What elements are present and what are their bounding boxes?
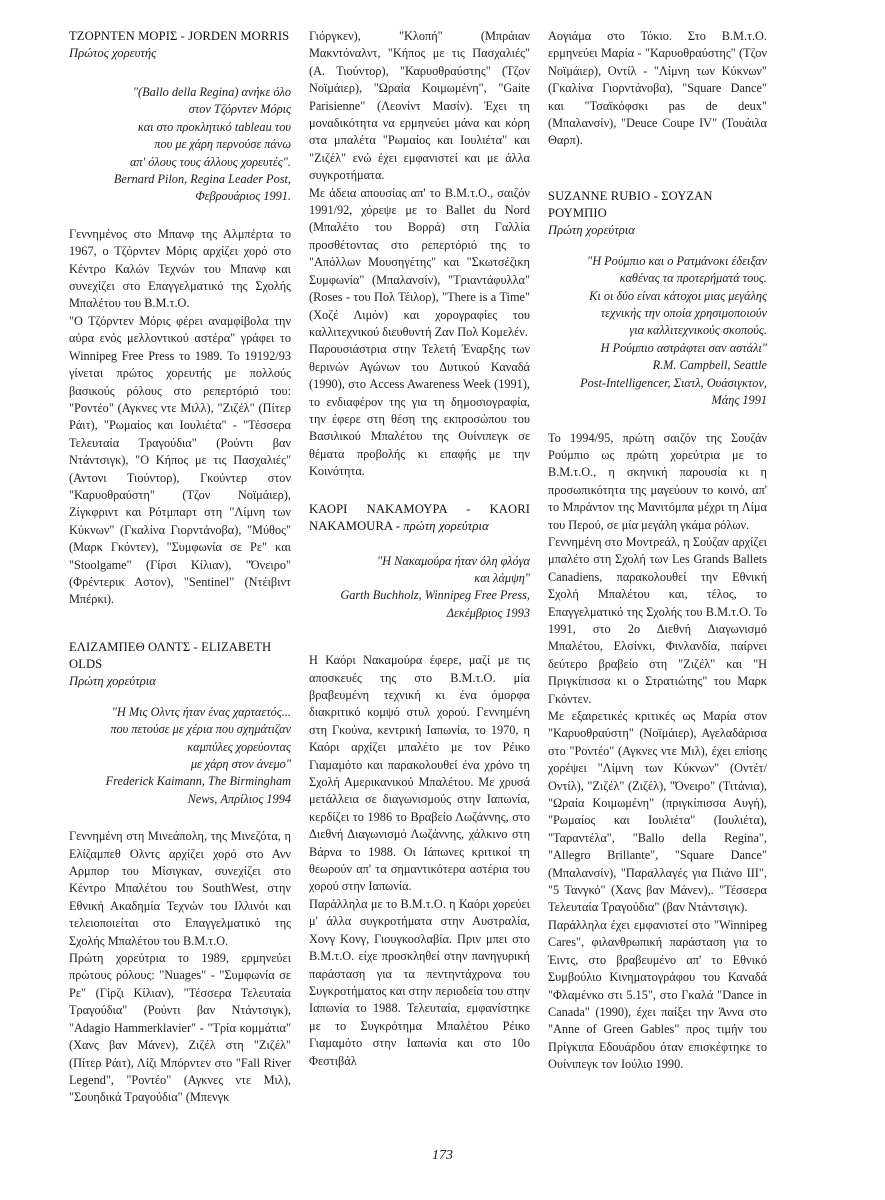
- quote-date: Φεβρουάριος 1991.: [195, 189, 291, 204]
- biography: [548, 28, 767, 150]
- dancer-role: Πρώτη χορεύτρια: [548, 222, 635, 237]
- biography: [69, 226, 291, 609]
- dancer-heading: ΕΛΙΖΑΜΠΕΘ ΟΛΝΤΣ - ELIZABETH OLDS: [69, 639, 272, 671]
- paragraph: Παρουσιάστρια στην Τελετή Έναρξης των θερινών Αγώνων του Δυτικού Καναδά (1990), στο Access Awareness Week (1991), το ενδιαφέρον της για τη δημοσιογραφία, την έφερε στη θέση της εκπροσώπου του Βασιλικού Μπαλέτου της Ουίνιπεγκ σε θέματα προβολής κι επαφής με την Κοινότητα.: [309, 342, 530, 479]
- quote-line: "(Ballo della Regina) ανήκε όλο: [132, 85, 291, 99]
- biography: [309, 652, 530, 1070]
- review-quote: [69, 84, 291, 206]
- paragraph: Γεννημένος στο Μπανφ της Αλμπέρτα το 1967, ο Τζόρντεν Μόρις αρχίζει χορό στο Κέντρο Καλών Τεχνών του Μπανφ και συνεχίζει στο Επαγγελματικό της Σχολής Μπαλέτου του Β.Μ.τ.Ο.: [69, 226, 291, 311]
- quote-source: R.M. Campbell, Seattle: [652, 358, 767, 373]
- quote-line: και στο προκλητικό tableau του: [137, 119, 291, 134]
- quote-line: στον Τζόρντεν Μόρις: [188, 102, 291, 117]
- quote-line: που με χάρη περνούσε πάνω: [154, 137, 291, 152]
- section-kaori-nakamoura: [309, 501, 530, 1070]
- paragraph: Με εξαιρετικές κριτικές ως Μαρία στον "Καρυοθραύστη" (Νοϊμάιερ), Αγελαδάρισα στο "Ροντέο" (Αγκνες ντε Μιλ), έχει επίσης χορέψει "Λίμνη των Κύκνων" (Οντέτ/Οντίλ), "Ζιζέλ" (Ζιζέλ), "Όνειρο" (Τιτάνια), "Ωραία Κοιμωμένη" (πριγκίπισσα Αυγή), "Ρωμαίος και Ιουλιέτα" (Ιουλιέτα), "Ταραντέλα", "Ballo della Regina", "Allegro Brillante", "Square Dance" (Μπαλανσίν), "Παραλλαγές για Πιάνο ΙΙΙ", "5 Τανγκό" (Χανς βαν Μάνεν),. "Τέσσερα Τελευταία Τραγούδια" (βαν Ντάντσιγκ).: [548, 709, 767, 915]
- quote-line: Η Ρούμπιο αστράφτει σαν αστάλι": [600, 340, 767, 355]
- paragraph: Η Καόρι Νακαμούρα έφερε, μαζί με τις αποσκευές της στο Β.Μ.τ.Ο. μία βραβευμένη τεχνική κι ένα όμορφα διακριτικό κομψό στυλ χορού. Γεννημένη στη Γκούνα, κεντρική Ιαπωνία, το 1970, η Καόρι αρχίζει μπαλέτο με τον Ρέικο Γιαμαμότο και παρακολουθεί ένα χρόνο τη Σχολή Αμερικανικού Μπαλέτου. Με χρυσά μετάλλεια σε διαγωνισμούς στην Ιαπωνία, κερδίζει το 1986 το Βραβείο Λωζάννης, στο Διεθνή Διαγωνισμό Λωζάννης, χάλκινο στη Βάρνα το 1988. Οι Ιάπωνες κριτικοί τη θεωρούν απ' τα σημαντικότερα αστέρια του χορού στην Ιαπωνία.: [309, 653, 530, 894]
- paragraph: Παράλληλα με το Β.Μ.τ.Ο. η Καόρι χορεύει μ' άλλα συγκροτήματα στην Αυστραλία, Χονγ Κονγ, Γιουγκοσλαβία. Πριν μπει στο Β.Μ.τ.Ο. είχε προσκληθεί στην πανηγυρική παράσταση για τα πεντηντάχρονα του Συγκροτήματος και στην περιοδεία του στην Ιαπωνία το 1988. Τελευταία, εμφανίστηκε με το Συγκρότημα Μπαλέτου Ρέικο Γιαμαμότο στην Ιαπωνία και στο 10ο Φεστιβάλ: [309, 896, 530, 1068]
- paragraph: "Ο Τζόρντεν Μόρις φέρει αναμφίβολα την αύρα ενός μελλοντικού αστέρα" γράφει το Winnipeg Free Press το 1989. Το 19192/93 γίνεται πρώτος χορευτής με πολλούς βασικούς ρόλους στο ρεπερτόριό του: "Ροντέο" (Αγκνες ντε Μιλλ), "Ζιζέλ" (Πίτερ Ράιτ), "Ρωμαίος και Ιουλιέτα" - "Τέσσερα Τελευταία Τραγούδια" (Ρούντι βαν Ντάντσιγκ), "Ο Κήπος με τις Πασχαλιές" (Αντονι Τιούντορ), Γκούντερ στον "Καρυοθραύστη" (Τζον Νοϊμάιερ), Ζίγκφριντ και Ρότμπαρτ στη "Λίμνη των Κύκνων" (Γκαλίνα Γιορντάνοβα), "Μύθος" (Μαρκ Γκόντεν), "Συμφωνία σε Ρε" και "Stoolgame" (Γίρσι Κίλιαν), "Όνειρο" (Φρέντερικ Αστον), "Sentinel" (Ντέιβιντ Μπέρκι).: [69, 313, 291, 607]
- dancer-role: - πρώτη χορεύτρια: [395, 518, 489, 533]
- section-suzanne-rubio: [548, 188, 767, 1074]
- quote-line: απ' όλους τους άλλους χορευτές".: [129, 154, 291, 169]
- paragraph: Αογιάμα στο Τόκιο. Στο Β.Μ.τ.Ο. ερμηνεύει Μαρία - "Καρυοθραύστης" (Τζον Νοϊμάιερ), Οντίλ - "Λίμνη των Κύκνων" (Γκαλίνα Γιορντάνοβα), "Square Dance" και "Τσαϊκόφσκι pas de deux" (Μπαλανσίν), "Deuce Coupe IV" (Τουάιλα Θαρπ).: [548, 29, 767, 148]
- dancer-role: Πρώτη χορεύτρια: [69, 673, 156, 688]
- quote-date: Μάης 1991: [711, 393, 767, 408]
- quote-line: τεχνικής την οποία χρησιμοποιούν: [600, 306, 767, 321]
- column-3: [548, 28, 767, 1074]
- dancer-role: Πρώτος χορευτής: [69, 46, 157, 60]
- section-kaori-nakamoura-continued: [548, 28, 767, 150]
- section-jorden-morris: [69, 28, 291, 609]
- paragraph: Το 1994/95, πρώτη σαιζόν της Σουζάν Ρούμπιο ως πρώτη χορεύτρια με το Β.Μ.τ.Ο., η σκηνική παρουσία κι η προσωπικότητα της μαγεύουν το κοινό, απ' το Μπράντον της Μανιτόμπα μέχρι τη Λίμα του Περού, σε μία μεγάλη γκάμα ρόλων.: [548, 430, 767, 532]
- quote-line: για καλλιτεχνικούς σκοπούς.: [629, 323, 767, 338]
- quote-date: News, Απρίλιος 1994: [187, 791, 291, 806]
- quote-source: Post-Intelligencer, Σιατλ, Ουάσιγκτον,: [580, 375, 767, 390]
- quote-line: καθένας τα προτερήματά τους.: [619, 271, 767, 286]
- quote-line: "Η Μις Ολντς ήταν ένας χαρταετός...: [111, 704, 291, 719]
- dancer-heading: SUZANNE RUBIO - ΣΟΥΖΑΝ ΡΟΥΜΠΙΟ: [548, 188, 713, 220]
- section-elizabeth-olds: [69, 639, 291, 1107]
- quote-line: "Η Νακαμούρα ήταν όλη φλόγα: [377, 553, 530, 568]
- quote-source: Frederick Kaimann, The Birmingham: [105, 774, 291, 789]
- quote-line: που πετούσε με χέρια που σχημάτιζαν: [110, 722, 291, 737]
- quote-source: Bernard Pilon, Regina Leader Post,: [113, 172, 291, 187]
- paragraph: Πρώτη χορεύτρια το 1989, ερμηνεύει πρώτους ρόλους: "Nuages" - "Συμφωνία σε Ρε" (Γίρζι Κίλιαν), "Τέσσερα Τελευταία Τραγούδια" (Ρούντι βαν Ντάντσιγκ), "Adagio Hammerklavier" - "Τρία κομμάτια" (Χανς βαν Μάνεν), Ζιζέλ στη "Ζιζέλ" (Πίτερ Ράιτ), Λίζι Μπόρντεν στο "Fall River Legend", "Ροντέο" (Αγκνες ντε Μιλ), "Σουηδικά Τραγούδια" (Μπενγκ: [69, 951, 291, 1105]
- column-1: [69, 28, 291, 1107]
- quote-source: Garth Buchholz, Winnipeg Free Press,: [340, 588, 530, 603]
- paragraph: Γιόργκεν), "Κλοπή" (Μπράιαν Μακντόναλντ, "Κήπος με τις Πασχαλιές" (Α. Τιούντορ), "Καρυοθραύστης" (Τζον Νοϊμάιερ), "Ωραία Κοιμωμένη", "Gaite Parisienne" (Λεονίντ Μασίν). Έχει τη μοναδικότητα να ερμηνεύει μάνα και κόρη στα μπαλέτα "Ρωμαίος και Ιουλιέτα" και "Ζιζέλ" ενώ έχει εμφανιστεί και με άλλα συγκροτήματα.: [309, 29, 530, 183]
- quote-line: καμπύλες χορεύοντας: [187, 739, 291, 754]
- biography: [309, 28, 530, 481]
- paragraph: Γεννημένη στη Μινεάπολη, της Μινεζότα, η Ελίζαμπεθ Ολντς αρχίζει χορό στο Ανν Αρμπορ του Μίσιγκαν, συνεχίζει στο Κέντρο Μπαλέτου του SouthWest, στην Εθνική Ακαδημία Τεχνών του Ιλλινόι και τελειοποιείται στο Επαγγελματικό της Σχολής Μπαλέτου του Β.Μ.τ.Ο.: [69, 829, 291, 948]
- paragraph: Γεννημένη στο Μοντρεάλ, η Σούζαν αρχίζει μπαλέτο στη Σχολή των Les Grands Ballets Canadiens, παρακολουθεί την Εθνική Σχολή Μπαλέτου και, τέλος, το Επαγγελματικό της Σχολής του Β.Μ.τ.Ο. Το 1991, στο 2ο Διεθνή Διαγωνισμό Μπαλέτου, Ελσίνκι, Φινλανδία, παίρνει δεύτερο βραβείο στη "Ζιζέλ" και "Η Πριγκίπισσα κι ο Στρατιώτης" του Μαρκ Γκόντεν.: [548, 534, 767, 706]
- quote-line: και λάμψη": [474, 570, 530, 585]
- review-quote: [309, 553, 530, 623]
- paragraph: Παράλληλα έχει εμφανιστεί στο "Winnipeg Cares", φιλανθρωπική παράσταση για το Έιντς, στο βραβευμένο απ' το Εθνικό Συμβούλιο Κινηματογράφου του Καναδά "Φλαμένκο στι 5.15", στο Γκαλά "Dance in Canada" (1990), έχει παίξει την Άννα στο "Anne of Green Gables" προς τιμήν του Πρίγκιπα Εδουάρδου όταν επισκέφτηκε το Ουίνιπεγκ τον Ιούλιο 1990.: [548, 917, 767, 1072]
- section-elizabeth-olds-continued: [309, 28, 530, 481]
- review-quote: [548, 253, 767, 410]
- paragraph: Με άδεια απουσίας απ' το Β.Μ.τ.Ο., σαιζόν 1991/92, χόρεψε με το Ballet du Nord (Μπαλέτο του Βορρά) στη Γαλλία προσθέτοντας στο ρεπερτόριό της το "Απόλλων Μουσηγέτης" και "Σκωτσέζικη Συμφωνία" (Μπαλανσίν), "Τριαντάφυλλα" (Roses - του Πολ Τέιλορ), "There is a Time" (Χοζέ Λιμόν) και χορογραφίες του καλλιτεχνικού διευθυντή Ζαν Πολ Κομελέν.: [309, 185, 530, 339]
- biography: [548, 430, 767, 1074]
- column-2: [309, 28, 530, 1070]
- dancer-name: ΚΑΟΡΙ ΝΑΚΑΜΟΥΡΑ - KAORI NAKAMOURA: [309, 501, 530, 533]
- dancer-heading: [309, 501, 530, 535]
- quote-date: Δεκέμβριος 1993: [446, 605, 530, 620]
- quote-line: "Η Ρούμπιο και ο Ρατμάνοκι έδειξαν: [587, 253, 767, 268]
- quote-line: με χάρη στον άνεμο": [190, 757, 291, 771]
- quote-line: Κι οι δύο είναι κάτοχοι μιας μεγάλης: [589, 288, 767, 303]
- dancer-heading: ΤΖΟΡΝΤΕΝ ΜΟΡΙΣ - JORDEN MORRIS: [69, 29, 290, 43]
- page-number: 173: [432, 1148, 453, 1163]
- biography: [69, 828, 291, 1107]
- review-quote: [69, 704, 291, 808]
